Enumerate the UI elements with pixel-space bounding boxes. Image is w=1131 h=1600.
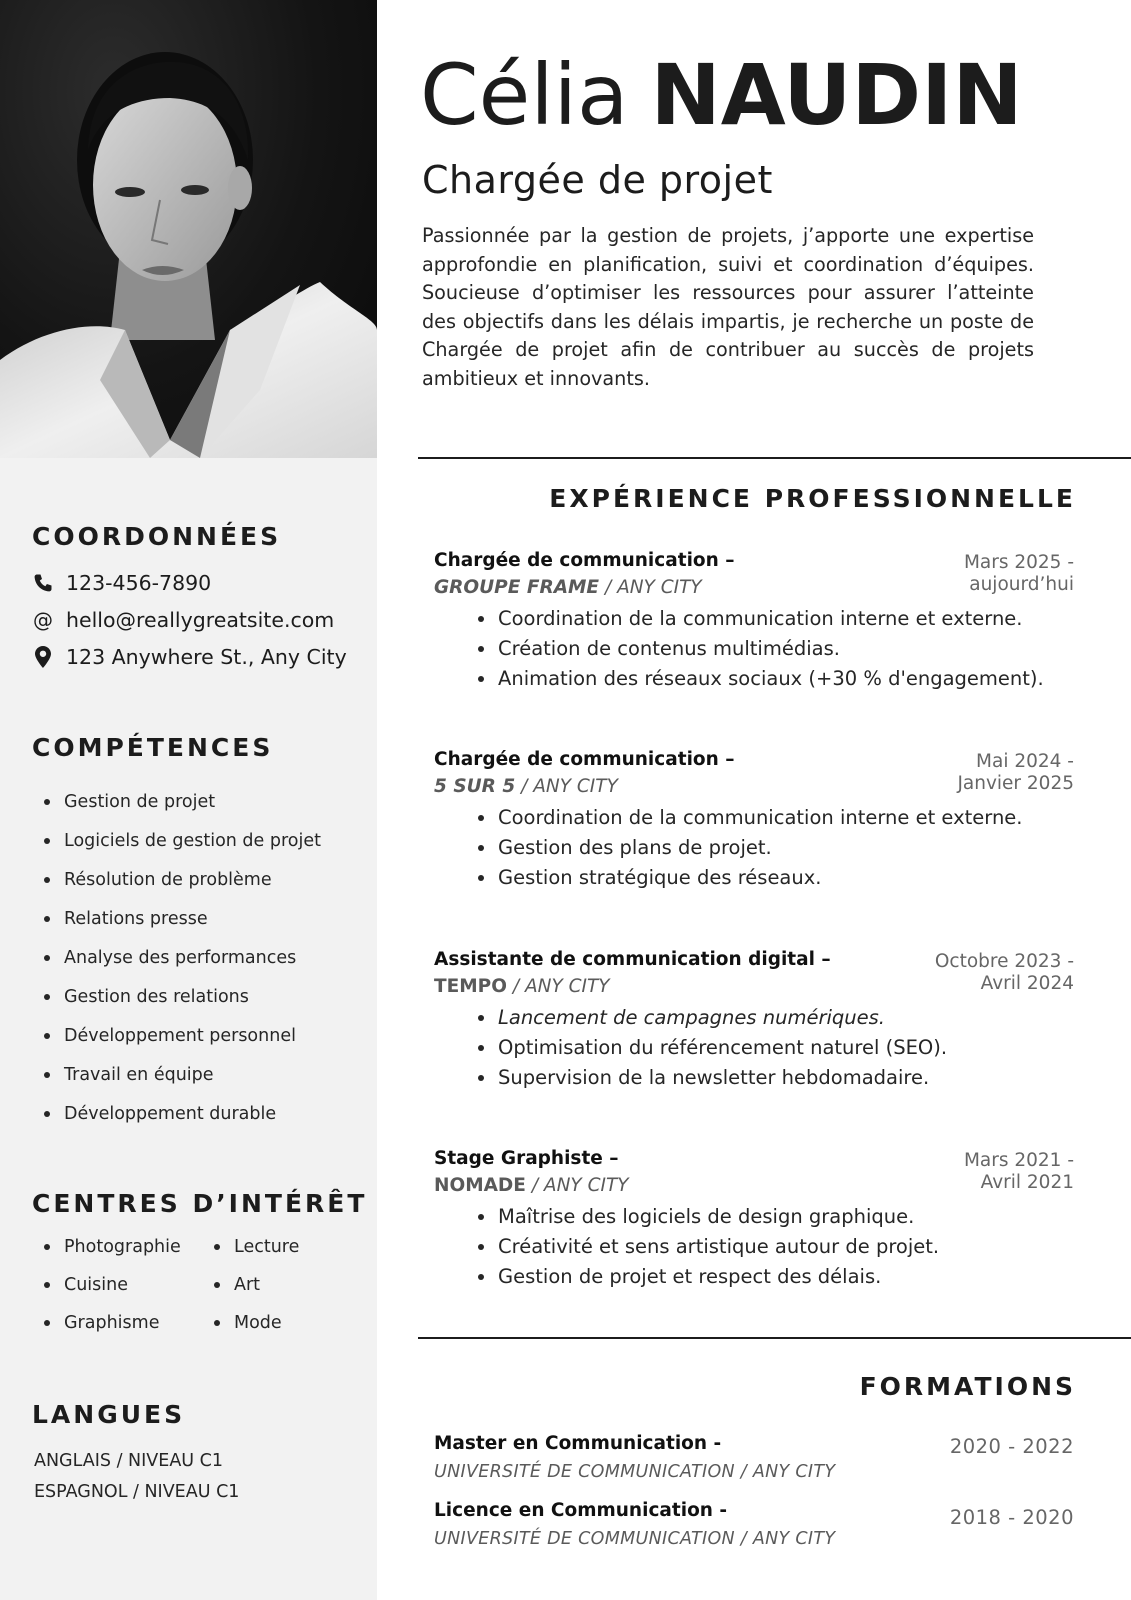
first-name: Célia xyxy=(420,46,629,144)
contact-phone-text[interactable]: 123-456-7890 xyxy=(66,571,212,595)
list-item: Mode xyxy=(210,1310,360,1336)
experience-title: EXPÉRIENCE PROFESSIONNELLE xyxy=(549,484,1076,513)
education-title: FORMATIONS xyxy=(859,1372,1076,1401)
company-name: NOMADE xyxy=(434,1175,526,1196)
list-item: Supervision de la newsletter hebdomadaire. xyxy=(474,1063,1074,1093)
experience-dates xyxy=(935,951,1074,995)
language-item: ESPAGNOL / NIVEAU C1 xyxy=(34,1482,240,1502)
education-school: UNIVERSITÉ DE COMMUNICATION / ANY CITY xyxy=(434,1529,836,1549)
last-name: NAUDIN xyxy=(650,46,1023,144)
date-start: Octobre 2023 - xyxy=(934,951,1074,972)
skills-title: COMPÉTENCES xyxy=(32,733,274,762)
experience-item xyxy=(434,949,1074,1093)
company-name: TEMPO xyxy=(434,976,507,997)
experience-item xyxy=(434,1148,1074,1292)
profile-summary: Passionnée par la gestion de projets, j’apporte une expertise approfondie en planification, suivi et coordination d’équipes. Soucieuse d’optimiser les ressources pour assurer l’atteinte des objectifs dans les délais impartis, je recherche un poste de Chargée de projet afin de contribuer au succès de projets ambitieux et innovants. xyxy=(422,224,1034,390)
list-item: Résolution de problème xyxy=(40,867,321,906)
left-sidebar xyxy=(0,0,377,1600)
company-location: / ANY CITY xyxy=(506,976,610,997)
date-end: Janvier 2025 xyxy=(957,773,1074,794)
experience-item xyxy=(434,749,1074,893)
date-end: Avril 2021 xyxy=(980,1172,1074,1193)
list-item: Lancement de campagnes numériques. xyxy=(474,1003,1074,1033)
experience-dates xyxy=(964,1150,1074,1194)
contact-email xyxy=(32,608,334,632)
contact-phone xyxy=(32,571,211,595)
experience-item xyxy=(434,550,1074,694)
list-item: Coordination de la communication interne et externe. xyxy=(474,803,1074,833)
list-item: Gestion des relations xyxy=(40,984,321,1023)
language-item: ANGLAIS / NIVEAU C1 xyxy=(34,1451,224,1471)
location-pin-icon xyxy=(32,646,54,668)
experience-role: Assistante de communication digital – xyxy=(434,949,831,970)
list-item: Création de contenus multimédias. xyxy=(474,634,1074,664)
experience-tasks xyxy=(434,803,1074,893)
education-degree: Master en Communication - xyxy=(434,1433,722,1454)
contact-address xyxy=(32,645,347,669)
list-item: Gestion de projet et respect des délais. xyxy=(474,1262,1074,1292)
experience-role: Chargée de communication – xyxy=(434,749,735,770)
education-item xyxy=(434,1500,1074,1549)
experience-dates xyxy=(957,751,1074,795)
job-title: Chargée de projet xyxy=(422,158,773,202)
profile-photo-illustration xyxy=(0,0,377,458)
at-icon: @ xyxy=(33,608,53,632)
company-location: / ANY CITY xyxy=(515,776,618,797)
date-start: Mai 2024 - xyxy=(976,751,1074,772)
contact-address-text: 123 Anywhere St., Any City xyxy=(66,645,347,669)
education-dates: 2018 - 2020 xyxy=(949,1506,1074,1529)
list-item: Photographie xyxy=(40,1234,210,1260)
experience-tasks xyxy=(434,1202,1074,1292)
list-item: Animation des réseaux sociaux (+30 % d'engagement). xyxy=(474,664,1074,694)
date-start: Mars 2025 - xyxy=(963,552,1074,573)
list-item: Gestion stratégique des réseaux. xyxy=(474,863,1074,893)
list-item: Graphisme xyxy=(40,1310,210,1336)
education-item xyxy=(434,1433,1074,1482)
list-item: Analyse des performances xyxy=(40,945,321,984)
experience-role: Stage Graphiste – xyxy=(434,1148,619,1169)
experience-tasks xyxy=(434,604,1074,694)
list-item: Gestion des plans de projet. xyxy=(474,833,1074,863)
list-item: Optimisation du référencement naturel (SEO). xyxy=(474,1033,1074,1063)
experience-tasks xyxy=(434,1003,1074,1093)
experience-dates xyxy=(964,552,1074,596)
list-item: Cuisine xyxy=(40,1272,210,1298)
contact-title: COORDONNÉES xyxy=(32,522,282,551)
contact-email-text[interactable]: hello@reallygreatsite.com xyxy=(66,608,335,632)
skills-list xyxy=(40,789,321,1140)
date-start: Mars 2021 - xyxy=(963,1150,1074,1171)
profile-photo xyxy=(0,0,377,458)
interests-list xyxy=(40,1234,360,1336)
list-item: Développement durable xyxy=(40,1101,321,1140)
list-item: Art xyxy=(210,1272,360,1298)
interests-title: CENTRES D’INTÉRÊT xyxy=(32,1189,368,1218)
list-item: Gestion de projet xyxy=(40,789,321,828)
list-item: Travail en équipe xyxy=(40,1062,321,1101)
company-location: / ANY CITY xyxy=(525,1175,629,1196)
divider xyxy=(418,1337,1131,1339)
list-item: Logiciels de gestion de projet xyxy=(40,828,321,867)
company-location: / ANY CITY xyxy=(599,577,702,598)
education-dates: 2020 - 2022 xyxy=(949,1435,1074,1458)
company-name: GROUPE FRAME xyxy=(434,577,600,598)
list-item: Maîtrise des logiciels de design graphique. xyxy=(474,1202,1074,1232)
list-item: Coordination de la communication interne et externe. xyxy=(474,604,1074,634)
list-item: Développement personnel xyxy=(40,1023,321,1062)
languages-title: LANGUES xyxy=(32,1400,186,1429)
list-item: Lecture xyxy=(210,1234,360,1260)
date-end: Avril 2024 xyxy=(980,973,1074,994)
education-school: UNIVERSITÉ DE COMMUNICATION / ANY CITY xyxy=(434,1462,836,1482)
experience-role: Chargée de communication – xyxy=(434,550,735,571)
person-name xyxy=(420,46,1023,144)
phone-icon xyxy=(32,572,54,594)
company-name: 5 SUR 5 xyxy=(434,776,516,797)
date-end: aujourd’hui xyxy=(969,574,1074,595)
list-item: Relations presse xyxy=(40,906,321,945)
education-degree: Licence en Communication - xyxy=(434,1500,728,1521)
list-item: Créativité et sens artistique autour de projet. xyxy=(474,1232,1074,1262)
divider xyxy=(418,457,1131,459)
